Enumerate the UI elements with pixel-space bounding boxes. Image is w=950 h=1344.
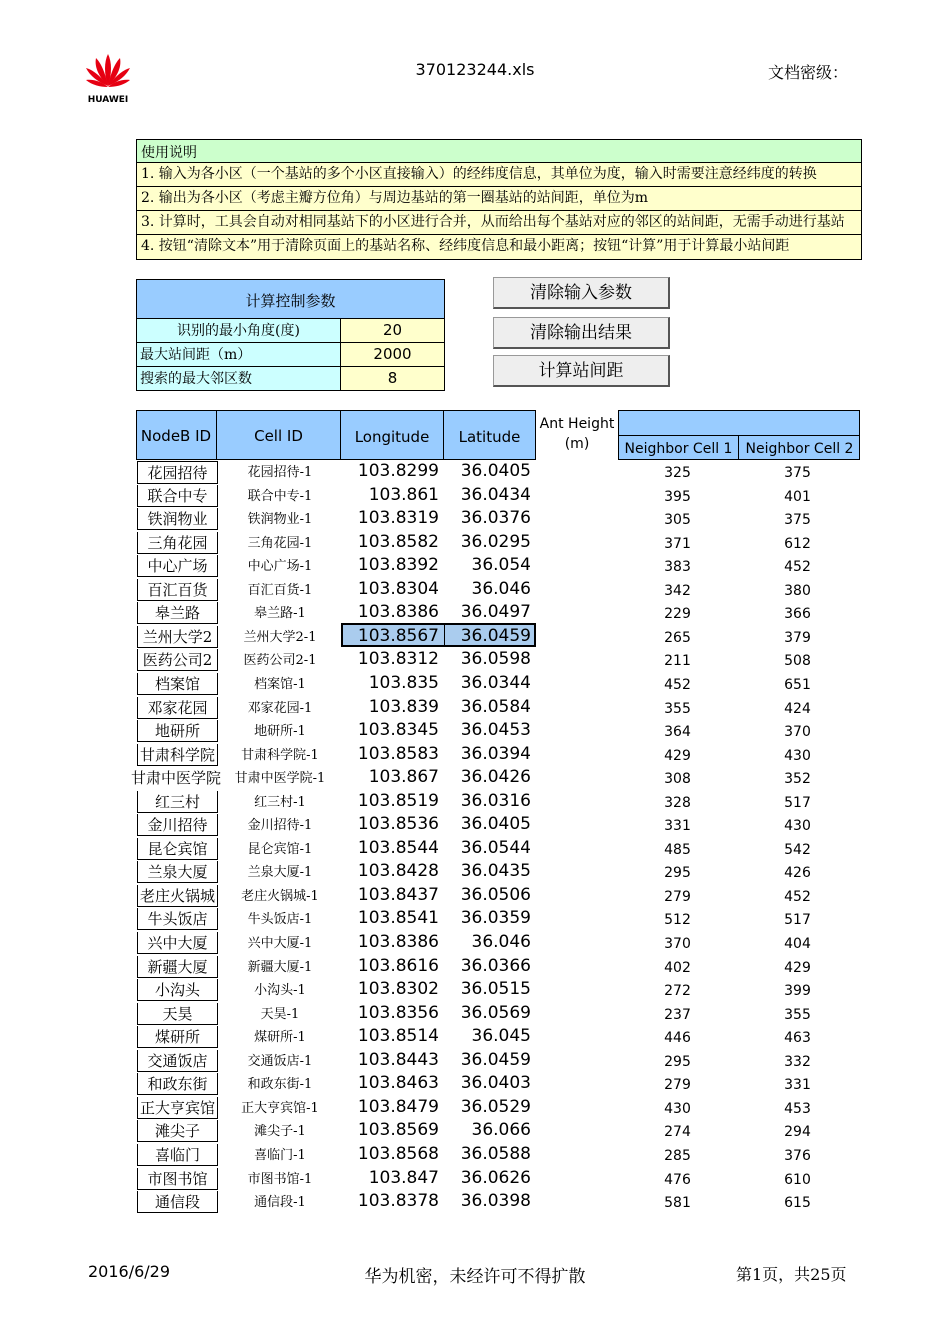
neighbor-cell-1-value[interactable]: 265 — [664, 630, 691, 646]
instructions-title: 使用说明 — [137, 140, 861, 163]
nodeb-id-cell[interactable]: 兰泉大厦 — [137, 861, 218, 883]
neighbor-cell-1-value[interactable]: 446 — [664, 1030, 691, 1046]
neighbor-cell-2-value[interactable]: 379 — [784, 630, 811, 646]
latitude-cell[interactable]: 36.0497 — [460, 602, 531, 622]
calculate-button[interactable]: 计算站间距 — [493, 355, 670, 387]
nodeb-id-cell[interactable]: 甘肃科学院 — [137, 744, 218, 766]
neighbor-cell-2-value[interactable]: 429 — [784, 960, 811, 976]
cell-id-cell[interactable]: 天昊-1 — [260, 1007, 300, 1022]
longitude-cell[interactable]: 103.8568 — [357, 1144, 439, 1164]
longitude-cell[interactable]: 103.839 — [368, 697, 439, 717]
instruction-line: 3. 计算时，工具会自动对相同基站下的小区进行合并，从而给出每个基站对应的邻区的站间距，无需手动进行基站 — [137, 211, 861, 235]
neighbor-cell-1-value[interactable]: 211 — [664, 653, 691, 669]
latitude-cell[interactable]: 36.0316 — [460, 791, 531, 811]
clear-input-button[interactable]: 清除输入参数 — [493, 277, 670, 309]
longitude-cell[interactable]: 103.8386 — [357, 602, 439, 622]
neighbor-cell-1-value[interactable]: 512 — [664, 912, 691, 928]
neighbor-cell-2-value[interactable]: 517 — [784, 912, 811, 928]
cell-id-cell[interactable]: 金川招待-1 — [247, 818, 313, 833]
neighbor-cell-1-value[interactable]: 383 — [664, 559, 691, 575]
param-row — [137, 343, 444, 367]
longitude-cell[interactable]: 103.8312 — [357, 649, 439, 669]
param-row — [137, 319, 444, 343]
neighbor-cell-2-value[interactable]: 404 — [784, 936, 811, 952]
cell-id-cell[interactable]: 正大亨宾馆-1 — [241, 1101, 319, 1116]
nodeb-id-cell[interactable]: 百汇百货 — [137, 579, 218, 601]
latitude-cell[interactable]: 36.0398 — [460, 1191, 531, 1211]
nodeb-id-cell[interactable]: 小沟头 — [137, 979, 218, 1001]
longitude-cell[interactable]: 103.8616 — [357, 956, 439, 976]
header-longitude: Longitude — [341, 410, 444, 460]
nodeb-id-cell[interactable]: 老庄火锅城 — [137, 885, 218, 907]
header-ant-height-line2: (m) — [564, 436, 590, 452]
neighbor-cell-2-value[interactable]: 610 — [784, 1172, 811, 1188]
neighbor-cell-2-value[interactable]: 426 — [784, 865, 811, 881]
nodeb-id-cell[interactable]: 昆仑宾馆 — [137, 838, 218, 860]
longitude-cell[interactable]: 103.8356 — [357, 1003, 439, 1023]
latitude-cell[interactable]: 36.0598 — [460, 649, 531, 669]
neighbor-cell-2-value[interactable]: 508 — [784, 653, 811, 669]
latitude-cell[interactable]: 36.0584 — [460, 697, 531, 717]
latitude-cell[interactable]: 36.0405 — [460, 461, 531, 481]
header-ant-height-line1: Ant Height — [539, 416, 615, 432]
logo-text: HUAWEI — [87, 95, 129, 105]
latitude-cell[interactable]: 36.045 — [471, 1026, 531, 1046]
nodeb-id-cell[interactable]: 中心广场 — [137, 555, 218, 577]
neighbor-cell-1-value[interactable]: 325 — [664, 465, 691, 481]
longitude-cell[interactable]: 103.8479 — [357, 1097, 439, 1117]
cell-id-cell[interactable]: 牛头饭店-1 — [247, 912, 313, 927]
nodeb-id-cell[interactable]: 联合中专 — [137, 485, 218, 507]
latitude-cell[interactable]: 36.0405 — [460, 814, 531, 834]
nodeb-id-cell[interactable]: 新疆大厦 — [137, 956, 218, 978]
neighbor-cell-1-value[interactable]: 285 — [664, 1148, 691, 1164]
latitude-cell[interactable]: 36.0453 — [460, 720, 531, 740]
cell-id-cell[interactable]: 和政东街-1 — [247, 1077, 313, 1092]
latitude-cell[interactable]: 36.0544 — [460, 838, 531, 858]
cell-id-cell[interactable]: 滩尖子-1 — [254, 1124, 306, 1139]
latitude-cell[interactable]: 36.0434 — [460, 485, 531, 505]
neighbor-cell-1-value[interactable]: 331 — [664, 818, 691, 834]
latitude-cell[interactable]: 36.0295 — [460, 532, 531, 552]
cell-id-cell[interactable]: 皋兰路-1 — [254, 606, 306, 621]
header-neighbor-cell-1: Neighbor Cell 1 — [619, 435, 739, 460]
param-row — [137, 367, 444, 390]
neighbor-cell-2-value[interactable]: 375 — [784, 465, 811, 481]
latitude-cell[interactable]: 36.0359 — [460, 908, 531, 928]
neighbor-cell-1-value[interactable]: 279 — [664, 1077, 691, 1093]
cell-id-cell[interactable]: 小沟头-1 — [254, 983, 306, 998]
neighbor-cell-2-value[interactable]: 332 — [784, 1054, 811, 1070]
nodeb-id-cell[interactable]: 通信段 — [137, 1191, 218, 1213]
nodeb-id-cell[interactable]: 档案馆 — [137, 673, 218, 695]
cell-id-cell[interactable]: 医药公司2-1 — [243, 653, 317, 668]
header-cell-id: Cell ID — [217, 410, 341, 460]
longitude-cell[interactable]: 103.8569 — [357, 1120, 439, 1140]
cell-id-cell[interactable]: 市图书馆-1 — [247, 1172, 313, 1187]
neighbor-cell-2-value[interactable]: 366 — [784, 606, 811, 622]
nodeb-id-cell[interactable]: 正大亨宾馆 — [137, 1097, 218, 1119]
cell-id-cell[interactable]: 地研所-1 — [254, 724, 306, 739]
nodeb-id-cell[interactable]: 花园招待 — [137, 461, 218, 484]
neighbor-cell-1-value[interactable]: 429 — [664, 748, 691, 764]
longitude-cell[interactable]: 103.8392 — [357, 555, 439, 575]
neighbor-cell-1-value[interactable]: 581 — [664, 1195, 691, 1211]
latitude-cell[interactable]: 36.0376 — [460, 508, 531, 528]
nodeb-id-cell[interactable]: 邓家花园 — [137, 697, 218, 719]
longitude-cell[interactable]: 103.8582 — [357, 532, 439, 552]
cell-id-cell[interactable]: 甘肃科学院-1 — [241, 748, 319, 763]
longitude-cell[interactable]: 103.8437 — [357, 885, 439, 905]
clear-output-button[interactable]: 清除输出结果 — [493, 317, 670, 349]
nodeb-id-cell[interactable]: 市图书馆 — [137, 1168, 218, 1190]
neighbor-cell-1-value[interactable]: 355 — [664, 701, 691, 717]
neighbor-cell-1-value[interactable]: 402 — [664, 960, 691, 976]
nodeb-id-cell[interactable]: 铁润物业 — [137, 508, 218, 530]
neighbor-cell-2-value[interactable]: 453 — [784, 1101, 811, 1117]
nodeb-id-cell[interactable]: 煤研所 — [137, 1026, 218, 1048]
cell-id-cell[interactable]: 喜临门-1 — [254, 1148, 306, 1163]
header-nodeb-id: NodeB ID — [136, 410, 217, 460]
neighbor-cell-1-value[interactable]: 274 — [664, 1124, 691, 1140]
neighbor-cell-1-value[interactable]: 364 — [664, 724, 691, 740]
neighbor-cell-2-value[interactable]: 430 — [784, 748, 811, 764]
neighbor-cell-2-value[interactable]: 380 — [784, 583, 811, 599]
cell-id-cell[interactable]: 邓家花园-1 — [247, 701, 313, 716]
latitude-cell[interactable]: 36.0403 — [460, 1073, 531, 1093]
latitude-cell[interactable]: 36.0459 — [460, 1050, 531, 1070]
param-value-max-neighbors[interactable]: 8 — [341, 367, 444, 390]
neighbor-cell-2-value[interactable]: 615 — [784, 1195, 811, 1211]
nodeb-id-cell[interactable]: 滩尖子 — [137, 1120, 218, 1142]
nodeb-id-cell[interactable]: 医药公司2 — [137, 649, 218, 671]
latitude-cell[interactable]: 36.066 — [471, 1120, 531, 1140]
latitude-cell[interactable]: 36.0344 — [460, 673, 531, 693]
param-value-max-distance[interactable]: 2000 — [341, 343, 444, 366]
header-neighbor-cell-2: Neighbor Cell 2 — [739, 435, 860, 460]
longitude-cell[interactable]: 103.8378 — [357, 1191, 439, 1211]
neighbor-cell-2-value[interactable]: 376 — [784, 1148, 811, 1164]
neighbor-cell-2-value[interactable]: 612 — [784, 536, 811, 552]
latitude-cell[interactable]: 36.046 — [471, 932, 531, 952]
longitude-cell[interactable]: 103.8428 — [357, 861, 439, 881]
neighbor-cell-2-value[interactable]: 399 — [784, 983, 811, 999]
longitude-cell[interactable]: 103.8345 — [357, 720, 439, 740]
cell-id-cell[interactable]: 中心广场-1 — [247, 559, 313, 574]
neighbor-cell-1-value[interactable]: 430 — [664, 1101, 691, 1117]
control-params-table — [136, 279, 445, 391]
neighbor-cell-2-value[interactable]: 517 — [784, 795, 811, 811]
longitude-cell[interactable]: 103.8583 — [357, 744, 439, 764]
cell-id-cell[interactable]: 兰州大学2-1 — [243, 630, 317, 645]
neighbor-cell-1-value[interactable]: 308 — [664, 771, 691, 787]
cell-id-cell[interactable]: 档案馆-1 — [254, 677, 306, 692]
cell-id-cell[interactable]: 花园招待-1 — [247, 465, 313, 480]
longitude-cell[interactable]: 103.8514 — [357, 1026, 439, 1046]
cell-id-cell[interactable]: 百汇百货-1 — [247, 583, 313, 598]
neighbor-cell-1-value[interactable]: 452 — [664, 677, 691, 693]
nodeb-id-cell[interactable]: 三角花园 — [137, 532, 218, 554]
latitude-cell[interactable]: 36.0529 — [460, 1097, 531, 1117]
longitude-cell[interactable]: 103.8463 — [357, 1073, 439, 1093]
longitude-cell[interactable]: 103.8541 — [357, 908, 439, 928]
nodeb-id-cell[interactable]: 兰州大学2 — [137, 626, 218, 648]
neighbor-cell-1-value[interactable]: 476 — [664, 1172, 691, 1188]
neighbor-cell-1-value[interactable]: 342 — [664, 583, 691, 599]
instruction-line: 1. 输入为各小区（一个基站的多个小区直接输入）的经纬度信息，其单位为度，输入时需要注意经纬度的转换 — [137, 163, 861, 187]
longitude-cell[interactable]: 103.8443 — [357, 1050, 439, 1070]
cell-id-cell[interactable]: 红三村-1 — [254, 795, 306, 810]
nodeb-id-cell[interactable]: 皋兰路 — [137, 602, 218, 624]
neighbor-cell-1-value[interactable]: 295 — [664, 1054, 691, 1070]
header-ant-height — [536, 410, 619, 460]
footer-page-number: 第1页，共25页 — [736, 1265, 847, 1284]
cell-id-cell[interactable]: 兴中大厦-1 — [247, 936, 313, 951]
neighbor-cell-1-value[interactable]: 370 — [664, 936, 691, 952]
nodeb-id-cell[interactable]: 金川招待 — [137, 814, 218, 836]
neighbor-cell-1-value[interactable]: 237 — [664, 1007, 691, 1023]
file-name: 370123244.xls — [415, 60, 535, 79]
neighbor-cell-2-value[interactable]: 463 — [784, 1030, 811, 1046]
header-latitude: Latitude — [444, 410, 536, 460]
neighbor-cell-1-value[interactable]: 279 — [664, 889, 691, 905]
neighbor-cell-1-value[interactable]: 371 — [664, 536, 691, 552]
neighbor-cell-2-value[interactable]: 375 — [784, 512, 811, 528]
cell-id-cell[interactable]: 三角花园-1 — [247, 536, 313, 551]
latitude-cell[interactable]: 36.054 — [471, 555, 531, 575]
latitude-cell[interactable]: 36.0426 — [460, 767, 531, 787]
cell-id-cell[interactable]: 新疆大厦-1 — [247, 960, 313, 975]
latitude-cell[interactable]: 36.0506 — [460, 885, 531, 905]
cell-id-cell[interactable]: 昆仑宾馆-1 — [247, 842, 313, 857]
neighbor-cell-1-value[interactable]: 305 — [664, 512, 691, 528]
cell-id-cell[interactable]: 甘肃中医学院-1 — [234, 771, 326, 786]
param-label: 搜索的最大邻区数 — [137, 367, 341, 390]
longitude-cell[interactable]: 103.8302 — [357, 979, 439, 999]
cell-id-cell[interactable]: 通信段-1 — [254, 1195, 306, 1210]
cell-id-cell[interactable]: 老庄火锅城-1 — [241, 889, 319, 904]
longitude-cell[interactable]: 103.8304 — [357, 579, 439, 599]
longitude-cell[interactable]: 103.8319 — [357, 508, 439, 528]
cell-id-cell[interactable]: 交通饭店-1 — [247, 1054, 313, 1069]
neighbor-cell-2-value[interactable]: 452 — [784, 889, 811, 905]
longitude-cell[interactable]: 103.8299 — [357, 461, 439, 481]
neighbor-cell-1-value[interactable]: 485 — [664, 842, 691, 858]
neighbor-cell-1-value[interactable]: 395 — [664, 489, 691, 505]
latitude-cell[interactable]: 36.0515 — [460, 979, 531, 999]
cell-id-cell[interactable]: 联合中专-1 — [247, 489, 313, 504]
param-value-min-angle[interactable]: 20 — [341, 319, 444, 342]
longitude-cell[interactable]: 103.8544 — [357, 838, 439, 858]
latitude-cell[interactable]: 36.0435 — [460, 861, 531, 881]
neighbor-cell-2-value[interactable]: 355 — [784, 1007, 811, 1023]
latitude-cell[interactable]: 36.0366 — [460, 956, 531, 976]
security-level: 文档密级： — [768, 63, 849, 82]
nodeb-id-cell[interactable]: 喜临门 — [137, 1144, 218, 1166]
longitude-cell[interactable]: 103.847 — [368, 1168, 439, 1188]
neighbor-cell-1-value[interactable]: 328 — [664, 795, 691, 811]
neighbor-cell-2-value[interactable]: 370 — [784, 724, 811, 740]
neighbor-cell-2-value[interactable]: 294 — [784, 1124, 811, 1140]
latitude-cell[interactable]: 36.046 — [471, 579, 531, 599]
neighbor-cell-2-value[interactable]: 651 — [784, 677, 811, 693]
neighbor-cell-1-value[interactable]: 229 — [664, 606, 691, 622]
nodeb-id-cell[interactable]: 交通饭店 — [137, 1050, 218, 1072]
neighbor-cell-2-value[interactable]: 424 — [784, 701, 811, 717]
nodeb-id-cell[interactable]: 地研所 — [137, 720, 218, 742]
footer-date: 2016/6/29 — [88, 1262, 171, 1281]
neighbor-cell-2-value[interactable]: 401 — [784, 489, 811, 505]
latitude-cell[interactable]: 36.0588 — [460, 1144, 531, 1164]
nodeb-id-cell[interactable]: 和政东街 — [137, 1073, 218, 1095]
control-params-title: 计算控制参数 — [137, 280, 444, 319]
neighbor-cell-2-value[interactable]: 331 — [784, 1077, 811, 1093]
longitude-cell[interactable]: 103.835 — [368, 673, 439, 693]
nodeb-id-cell[interactable]: 天昊 — [137, 1003, 218, 1025]
neighbor-cell-1-value[interactable]: 295 — [664, 865, 691, 881]
longitude-cell[interactable]: 103.867 — [368, 767, 439, 787]
longitude-cell[interactable]: 103.8567 — [357, 626, 439, 646]
cell-id-cell[interactable]: 兰泉大厦-1 — [247, 865, 313, 880]
longitude-cell[interactable]: 103.8536 — [357, 814, 439, 834]
neighbor-cell-2-value[interactable]: 452 — [784, 559, 811, 575]
nodeb-id-cell[interactable]: 红三村 — [137, 791, 218, 813]
param-label: 最大站间距（m） — [137, 343, 341, 366]
nodeb-id-cell[interactable]: 兴中大厦 — [137, 932, 218, 954]
neighbor-cell-2-value[interactable]: 542 — [784, 842, 811, 858]
latitude-cell[interactable]: 36.0626 — [460, 1168, 531, 1188]
neighbor-cell-2-value[interactable]: 352 — [784, 771, 811, 787]
instruction-line: 4. 按钮“清除文本”用于清除页面上的基站名称、经纬度信息和最小距离；按钮“计算”用于计算最小站间距 — [141, 238, 790, 254]
latitude-cell[interactable]: 36.0459 — [460, 626, 531, 646]
param-label: 识别的最小角度(度) — [137, 319, 341, 342]
longitude-cell[interactable]: 103.861 — [368, 485, 439, 505]
latitude-cell[interactable]: 36.0569 — [460, 1003, 531, 1023]
instruction-line: 2. 输出为各小区（考虑主瓣方位角）与周边基站的第一圈基站的站间距，单位为m — [137, 187, 861, 211]
latitude-cell[interactable]: 36.0394 — [460, 744, 531, 764]
nodeb-id-cell[interactable]: 甘肃中医学院 — [130, 769, 221, 787]
cell-id-cell[interactable]: 铁润物业-1 — [247, 512, 313, 527]
cell-id-cell[interactable]: 煤研所-1 — [254, 1030, 306, 1045]
nodeb-id-cell[interactable]: 牛头饭店 — [137, 908, 218, 930]
neighbor-cell-1-value[interactable]: 272 — [664, 983, 691, 999]
neighbor-cell-2-value[interactable]: 430 — [784, 818, 811, 834]
instructions-panel — [136, 139, 862, 260]
longitude-cell[interactable]: 103.8386 — [357, 932, 439, 952]
longitude-cell[interactable]: 103.8519 — [357, 791, 439, 811]
footer-confidential: 华为机密，未经许可不得扩散 — [364, 1267, 586, 1287]
